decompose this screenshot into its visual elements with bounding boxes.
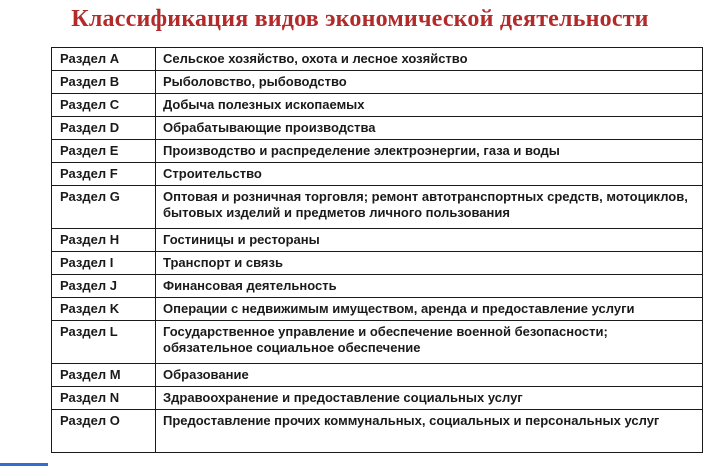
table-row bbox=[52, 298, 703, 321]
page-title: Классификация видов экономической деятельности bbox=[71, 6, 649, 32]
table-row bbox=[52, 387, 703, 410]
section-code: Раздел I bbox=[52, 252, 156, 275]
section-name: Гостиницы и рестораны bbox=[156, 229, 703, 252]
section-name: Рыболовство, рыбоводство bbox=[156, 71, 703, 94]
section-name: Операции с недвижимым имуществом, аренда и предоставление услуги bbox=[156, 298, 703, 321]
section-code: Раздел L bbox=[52, 321, 156, 364]
section-name: Производство и распределение электроэнергии, газа и воды bbox=[156, 140, 703, 163]
section-code: Раздел M bbox=[52, 364, 156, 387]
section-code: Раздел C bbox=[52, 94, 156, 117]
section-name: Строительство bbox=[156, 163, 703, 186]
section-name: Образование bbox=[156, 364, 703, 387]
section-code: Раздел G bbox=[52, 186, 156, 229]
section-code: Раздел K bbox=[52, 298, 156, 321]
table-row bbox=[52, 364, 703, 387]
section-code: Раздел B bbox=[52, 71, 156, 94]
section-code: Раздел H bbox=[52, 229, 156, 252]
section-name: Сельское хозяйство, охота и лесное хозяйство bbox=[156, 48, 703, 71]
table-row bbox=[52, 71, 703, 94]
section-name: Предоставление прочих коммунальных, социальных и персональных услуг bbox=[156, 410, 703, 453]
table-row bbox=[52, 410, 703, 453]
classification-table bbox=[51, 47, 703, 453]
section-name: Финансовая деятельность bbox=[156, 275, 703, 298]
section-name: Здравоохранение и предоставление социальных услуг bbox=[156, 387, 703, 410]
section-code: Раздел O bbox=[52, 410, 156, 453]
section-code: Раздел E bbox=[52, 140, 156, 163]
section-name: Транспорт и связь bbox=[156, 252, 703, 275]
section-name: Государственное управление и обеспечение военной безопасности; обязательное социальное обеспечение bbox=[156, 321, 703, 364]
table-row bbox=[52, 252, 703, 275]
table-row bbox=[52, 94, 703, 117]
section-code: Раздел A bbox=[52, 48, 156, 71]
section-code: Раздел N bbox=[52, 387, 156, 410]
table-row bbox=[52, 321, 703, 364]
table-row bbox=[52, 48, 703, 71]
section-code: Раздел F bbox=[52, 163, 156, 186]
section-name: Добыча полезных ископаемых bbox=[156, 94, 703, 117]
section-code: Раздел D bbox=[52, 117, 156, 140]
table-row bbox=[52, 275, 703, 298]
section-name: Обрабатывающие производства bbox=[156, 117, 703, 140]
table-row bbox=[52, 117, 703, 140]
section-name: Оптовая и розничная торговля; ремонт автотранспортных средств, мотоциклов, бытовых изделий и предметов личного пользования bbox=[156, 186, 703, 229]
table-row bbox=[52, 229, 703, 252]
table-row bbox=[52, 140, 703, 163]
table-row bbox=[52, 163, 703, 186]
table-row bbox=[52, 186, 703, 229]
section-code: Раздел J bbox=[52, 275, 156, 298]
